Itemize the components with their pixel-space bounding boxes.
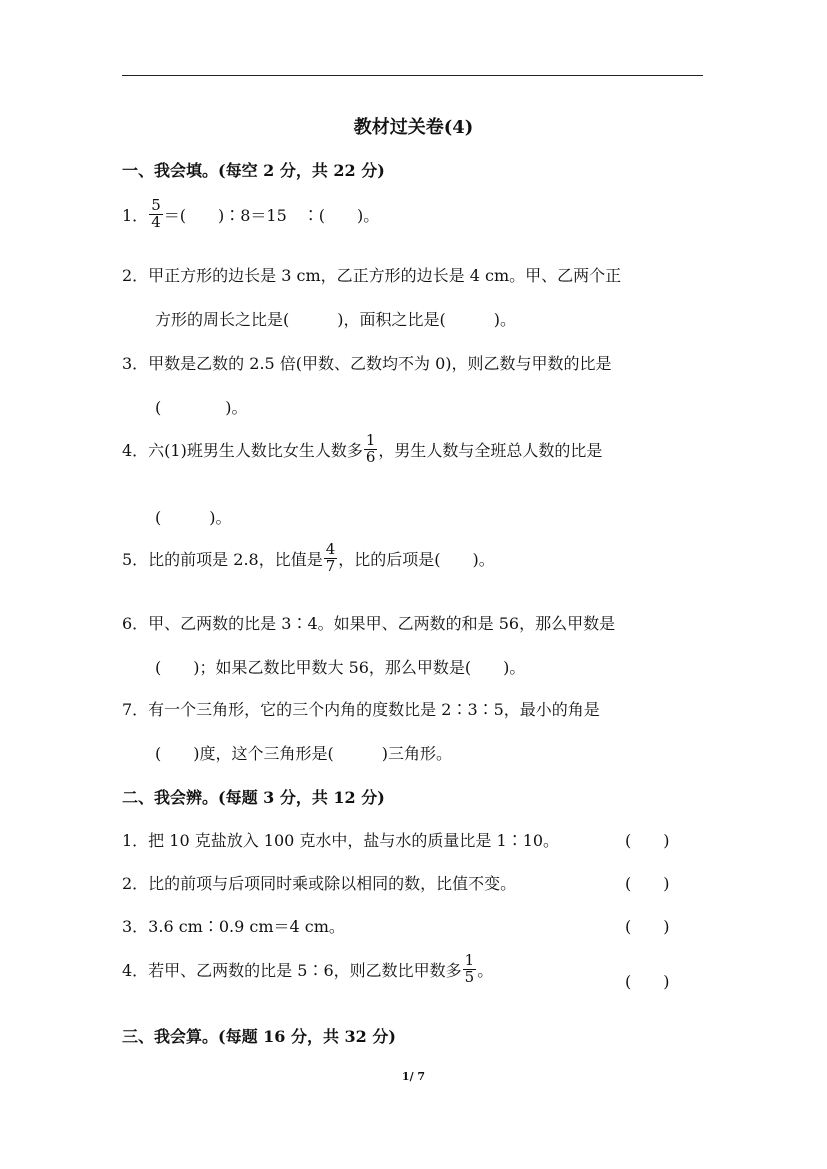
- fraction-numerator: 5: [151, 196, 161, 214]
- page-number: 1/ 7: [401, 1070, 426, 1083]
- question-1-4-line1: [122, 431, 603, 468]
- question-text: 4．六(1)班男生人数比女生人数多: [122, 440, 363, 460]
- answer-blank: ( ): [625, 917, 670, 936]
- question-1-3-line2: ( )。: [155, 398, 248, 417]
- section-3-heading: 三、我会算。(每题 16 分，共 32 分): [122, 1027, 396, 1046]
- question-1-6-line2: ( )；如果乙数比甲数大 56，那么甲数是( )。: [155, 658, 526, 677]
- section-2-heading: 二、我会辨。(每题 3 分，共 12 分): [122, 788, 385, 807]
- question-1-4-line2: ( )。: [155, 508, 232, 527]
- question-text: 5．比的前项是 2.8，比值是: [122, 549, 323, 569]
- answer-blank: ( ): [625, 972, 670, 991]
- fraction: [463, 953, 477, 986]
- question-text: ，比的后项是( )。: [338, 549, 495, 569]
- question-2-1: 1．把 10 克盐放入 100 克水中，盐与水的质量比是 1∶10。: [122, 831, 560, 850]
- section-1-heading: 一、我会填。(每空 2 分，共 22 分): [122, 161, 385, 180]
- fraction-denominator: 7: [325, 556, 336, 575]
- question-number: 1．: [122, 205, 149, 225]
- question-1-7-line1: 7．有一个三角形，它的三个内角的度数比是 2∶3∶5，最小的角是: [122, 700, 600, 719]
- fraction-denominator: 6: [365, 447, 376, 466]
- fraction: [364, 433, 378, 466]
- fraction-numerator: 1: [365, 431, 376, 449]
- fraction-denominator: 4: [151, 212, 161, 231]
- question-1-7-line2: ( )度，这个三角形是( )三角形。: [155, 744, 452, 763]
- question-1-2-line2: 方形的周长之比是( )，面积之比是( )。: [155, 310, 516, 329]
- question-text: ，男生人数与全班总人数的比是: [378, 440, 603, 460]
- header-rule: [122, 75, 703, 76]
- answer-blank: ( ): [625, 831, 670, 850]
- question-1-5: [122, 540, 495, 577]
- question-2-4: [122, 951, 494, 988]
- fraction-denominator: 5: [464, 967, 475, 986]
- question-1-2-line1: 2．甲正方形的边长是 3 cm，乙正方形的边长是 4 cm。甲、乙两个正: [122, 266, 622, 285]
- page-title: 教材过关卷(4): [353, 117, 474, 138]
- question-1-1: [122, 196, 380, 233]
- question-1-3-line1: 3．甲数是乙数的 2.5 倍(甲数、乙数均不为 0)，则乙数与甲数的比是: [122, 354, 612, 373]
- question-text: 。: [477, 960, 494, 980]
- question-2-3: 3．3.6 cm∶0.9 cm＝4 cm。: [122, 917, 345, 936]
- answer-blank: ( ): [625, 874, 670, 893]
- question-2-2: 2．比的前项与后项同时乘或除以相同的数，比值不变。: [122, 874, 517, 893]
- question-text: 4．若甲、乙两数的比是 5∶6，则乙数比甲数多: [122, 960, 462, 980]
- question-1-6-line1: 6．甲、乙两数的比是 3∶4。如果甲、乙两数的和是 56，那么甲数是: [122, 614, 616, 633]
- fraction-numerator: 1: [464, 951, 475, 969]
- fraction-numerator: 4: [325, 540, 336, 558]
- fraction: [324, 542, 338, 575]
- question-text: ＝( )∶8＝15 ∶( )。: [163, 205, 380, 225]
- fraction: [149, 198, 163, 231]
